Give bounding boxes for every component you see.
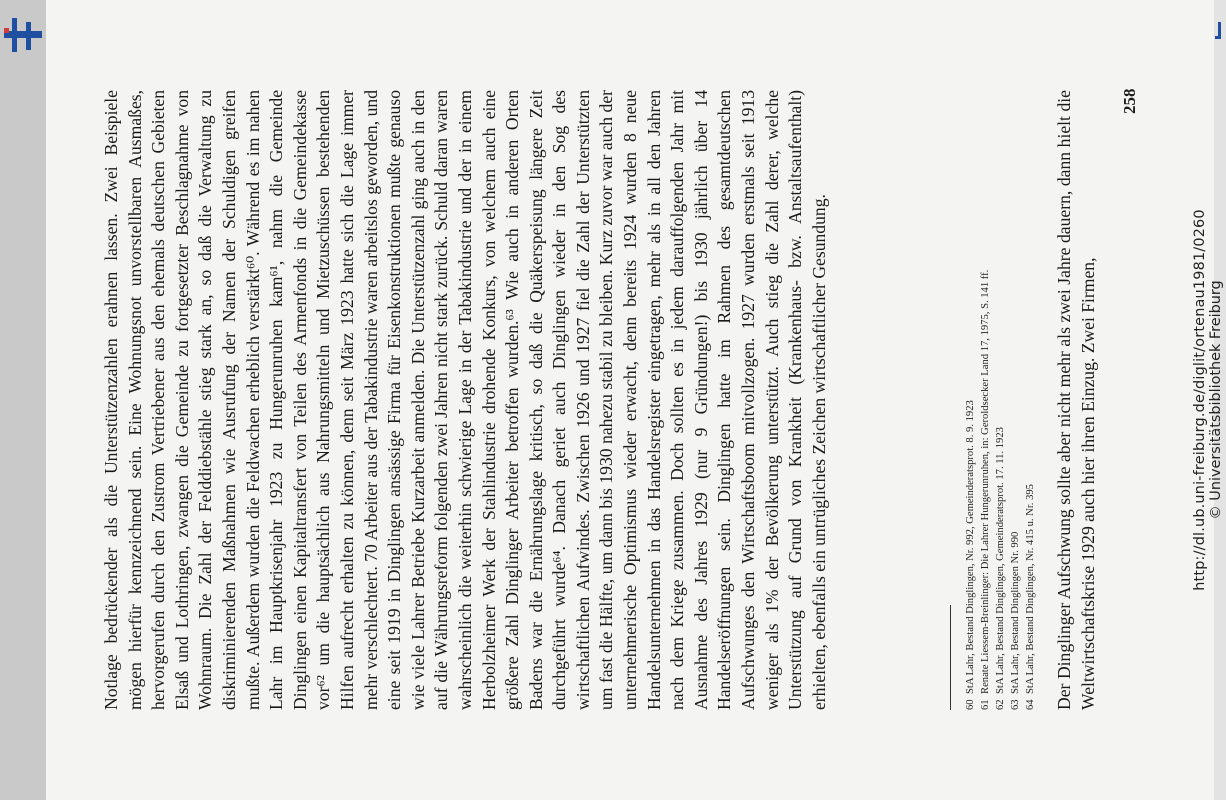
footnote-item: 63StA Lahr, Bestand Dinglingen Nr. 990 xyxy=(1010,531,1021,710)
footnote-item: 61Renate Liessem-Breinlinger: Die Lahrer Hungerunruhen, in: Geroldsecker Land 17, 1975, S. 141 ff. xyxy=(980,269,991,710)
footnote-rule xyxy=(950,605,951,710)
footnote-item: 62StA Lahr, Bestand Dinglingen, Gemeinderatsprot. 17. 11. 1923 xyxy=(995,427,1006,710)
footnotes-block xyxy=(950,90,1038,710)
copyright-notice: © Universitätsbibliothek Freiburg xyxy=(1208,280,1224,520)
continuation-paragraph: Der Dinglinger Aufschwung sollte aber nicht mehr als zwei Jahre dauern, dann hielt die Weltwirtschaftskrise 1929 auch hier ihren Einzug. Zwei Firmen, xyxy=(1054,90,1098,710)
footnote-item: 64StA Lahr, Bestand Dinglingen, Nr. 415 u. Nr. 395 xyxy=(1025,484,1036,710)
source-url[interactable]: http://dl.ub.uni-freiburg.de/diglit/ortenau1981/0260 xyxy=(1192,209,1208,591)
footnote-item: 60StA Lahr, Bestand Dinglingen, Nr. 992, Gemeinderatsprot. 8. 9. 1923 xyxy=(965,400,976,710)
main-text-block xyxy=(100,90,831,710)
page-number: 258 xyxy=(1120,88,1139,114)
main-paragraph: Notlage bedrückender als die Unterstützenzahlen erahnen lassen. Zwei Beispiele mögen hierfür kennzeichnend sein. Eine Wohnungsnot unvorstellbaren Ausmaßes, hervorgerufen durch den Zustrom Vertriebener aus den ehemals deutschen Gebieten Elsaß und Lothringen, zwangen die Gemeinde zu fortgesetzter Beschlagnahme von Wohnraum. Die Zahl der Felddiebstähle stieg stark an, so daß die Verwaltung zu diskriminierenden Maßnahmen wie Ausrufung der Namen der Schuldigen greifen mußte. Außerdem wurden die Feldwachen erheblich verstärkt⁶⁰. Während es im nahen Lahr im Hauptkrisenjahr 1923 zu Hungerunruhen kam⁶¹, nahm die Gemeinde Dinglingen einen Kapitaltransfert von Teilen des Armenfonds in die Gemeindekasse vor⁶² um die hauptsächlich aus Nahrungsmitteln und Mietzuschüssen bestehenden Hilfen aufrecht erhalten zu können, denn seit März 1923 hatte sich die Lage immer mehr verschlechtert. 70 Arbeiter aus der Tabakindustrie waren arbeitslos geworden, und eine seit 1919 in Dinglingen ansässige Firma für Eisenkonstruktionen mußte genauso wie viele Lahrer Betriebe Kurzarbeit anmelden. Die Unterstützenzahl ging auch in den auf die Währungsreform folgenden zwei Jahren nicht stark zurück. Schuld daran waren wahrscheinlich die weiterhin schwierige Lage in der Tabakindustrie und der in einem Herbolzheimer Werk der Stahlindustrie drohende Konkurs, von welchem auch eine größere Zahl Dinglinger Arbeiter betroffen wurden.⁶³ Wie auch in anderen Orten Badens war die Ernährungslage kritisch, so daß die Quäkerspeisung längere Zeit durchgeführt wurde⁶⁴. Danach geriet auch Dinglingen wieder in den Sog des wirtschaftlichen Aufwindes. Zwischen 1926 und 1927 fiel die Zahl der Unterstützten um fast die Hälfte, um dann bis 1930 nahezu stabil zu bleiben. Kurz zuvor war auch der unternehmerische Optimismus wieder erwacht, denn bereits 1924 wurden 8 neue Handelsunternehmen in das Handelsregister eingetragen, mehr als in all den Jahren nach dem Kriege zusammen. Doch sollten es in jedem darauffolgenden Jahr mit Ausnahme des Jahres 1929 (nur 9 Gründungen!) bis 1930 jährlich über 14 Handelseröffnungen sein. Dinglingen hatte im Rahmen des gesamtdeutschen Aufschwunges den Wirtschaftsboom mitvollzogen. 1927 wurden erstmals seit 1913 weniger als 1% der Bevölkerung unterstützt. Auch stieg die Zahl derer, welche Unterstützung auf Grund von Krankheit (Krankenhaus- bzw. Anstaltsaufenthalt) erhielten, ebenfalls ein untrügliches Zeichen wirtschaftlicher Gesundung. xyxy=(101,90,829,710)
